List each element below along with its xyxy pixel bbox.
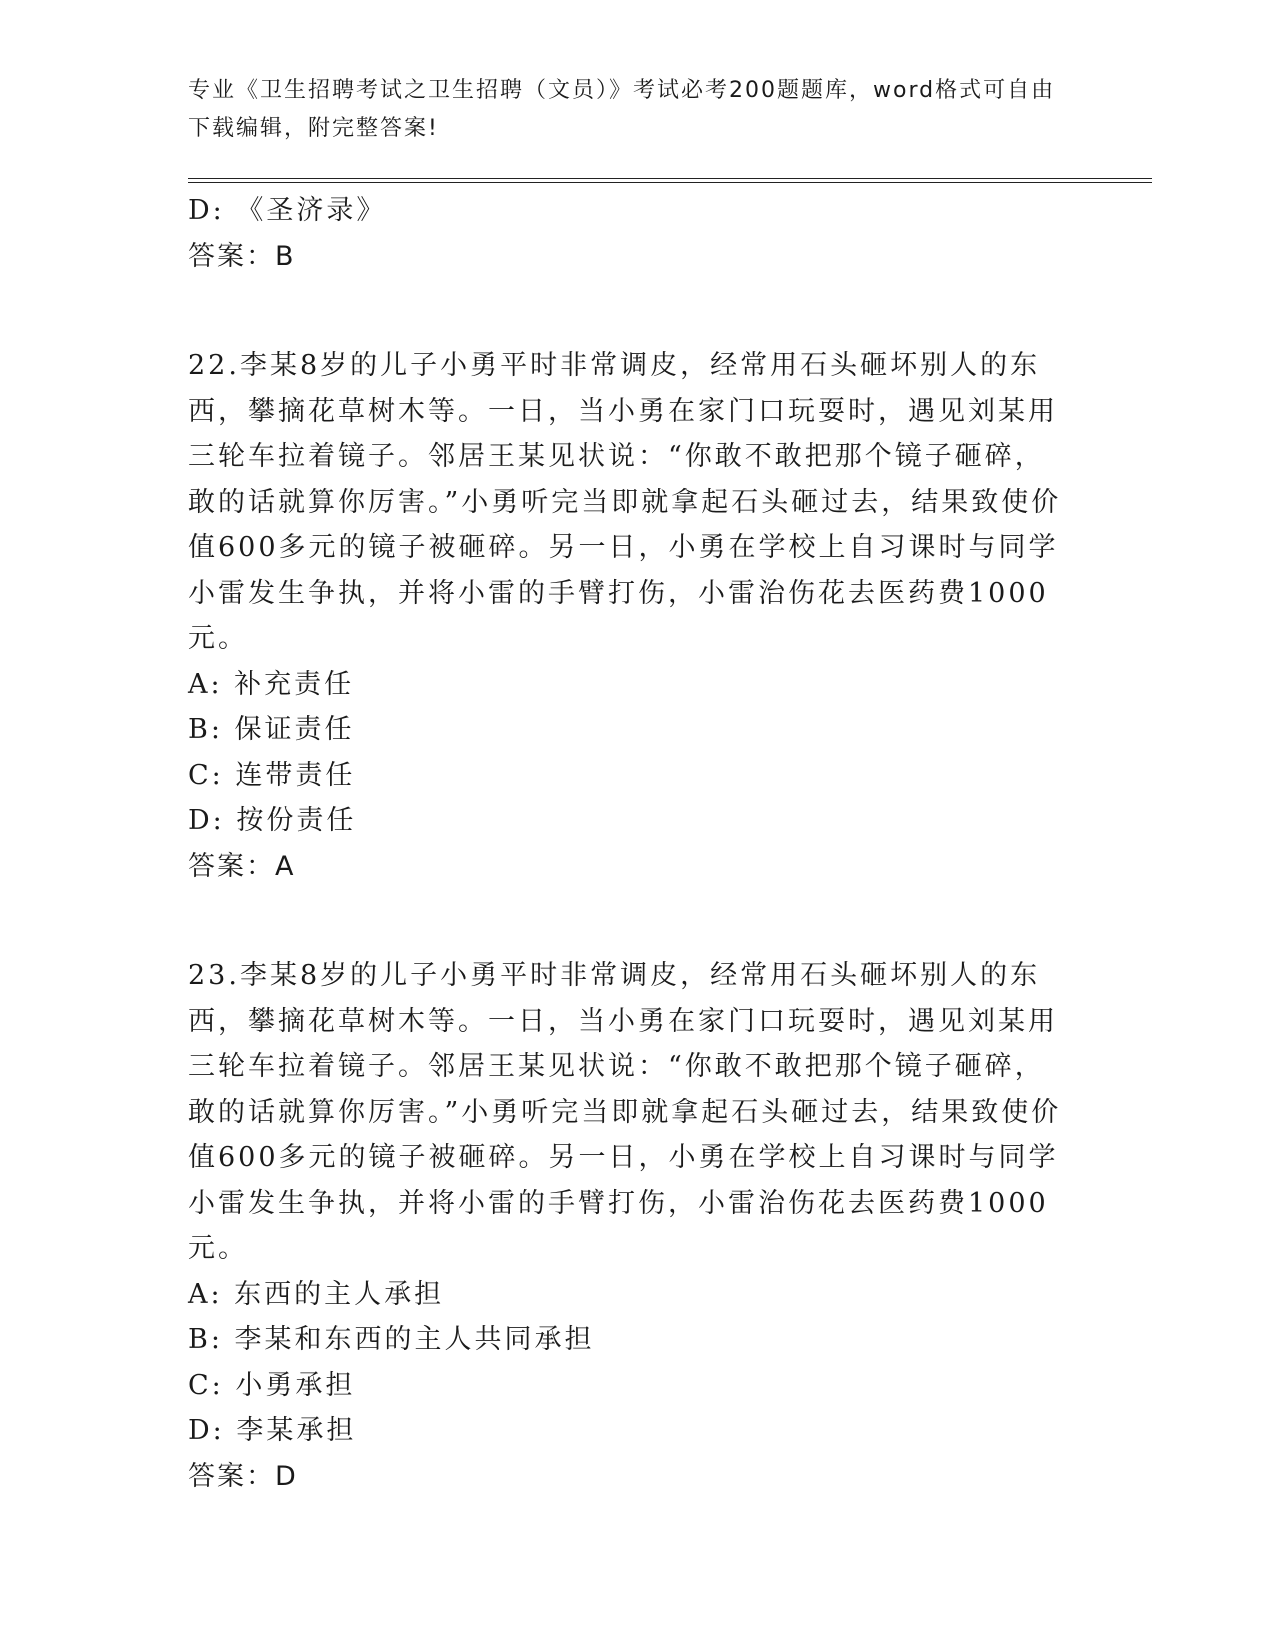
question-23-option-a: A: 东西的主人承担 <box>188 1278 445 1310</box>
spacer <box>188 889 1068 953</box>
prev-option-d: D: 《圣济录》 <box>188 195 387 226</box>
spacer <box>188 279 1068 343</box>
question-23-option-d: D: 李某承担 <box>188 1415 357 1446</box>
header-rule-bottom <box>188 182 1152 183</box>
question-22 <box>188 343 1068 889</box>
question-22-option-a: A: 补充责任 <box>188 668 355 700</box>
document-header: 专业《卫生招聘考试之卫生招聘（文员）》考试必考200题题库，word格式可自由下载编辑，附完整答案! <box>188 78 1056 141</box>
header-rule-top <box>188 178 1152 179</box>
question-23 <box>188 953 1068 1499</box>
document-body <box>188 188 1068 1499</box>
prev-answer: 答案：B <box>188 240 296 272</box>
question-23-option-c: C: 小勇承担 <box>188 1369 356 1401</box>
question-22-option-d: D: 按份责任 <box>188 805 357 836</box>
question-22-answer: 答案：A <box>188 850 296 882</box>
question-23-answer: 答案：D <box>188 1460 298 1492</box>
question-22-option-b: B: 保证责任 <box>188 714 355 745</box>
question-22-option-c: C: 连带责任 <box>188 759 356 791</box>
question-22-stem: 22.李某8岁的儿子小勇平时非常调皮，经常用石头砸坏别人的东西，攀摘花草树木等。一日，当小勇在家门口玩耍时，遇见刘某用三轮车拉着镜子。邻居王某见状说：“你敢不敢把那个镜子砸碎，敢的话就算你厉害。”小勇听完当即就拿起石头砸过去，结果致使价值600多元的镜子被砸碎。另一日，小勇在学校上自习课时与同学小雷发生争执，并将小雷的手臂打伤，小雷治伤花去医药费1000元。 <box>188 350 1062 654</box>
question-23-option-b: B: 李某和东西的主人共同承担 <box>188 1324 595 1355</box>
question-23-stem: 23.李某8岁的儿子小勇平时非常调皮，经常用石头砸坏别人的东西，攀摘花草树木等。一日，当小勇在家门口玩耍时，遇见刘某用三轮车拉着镜子。邻居王某见状说：“你敢不敢把那个镜子砸碎，敢的话就算你厉害。”小勇听完当即就拿起石头砸过去，结果致使价值600多元的镜子被砸碎。另一日，小勇在学校上自习课时与同学小雷发生争执，并将小雷的手臂打伤，小雷治伤花去医药费1000元。 <box>188 960 1062 1264</box>
